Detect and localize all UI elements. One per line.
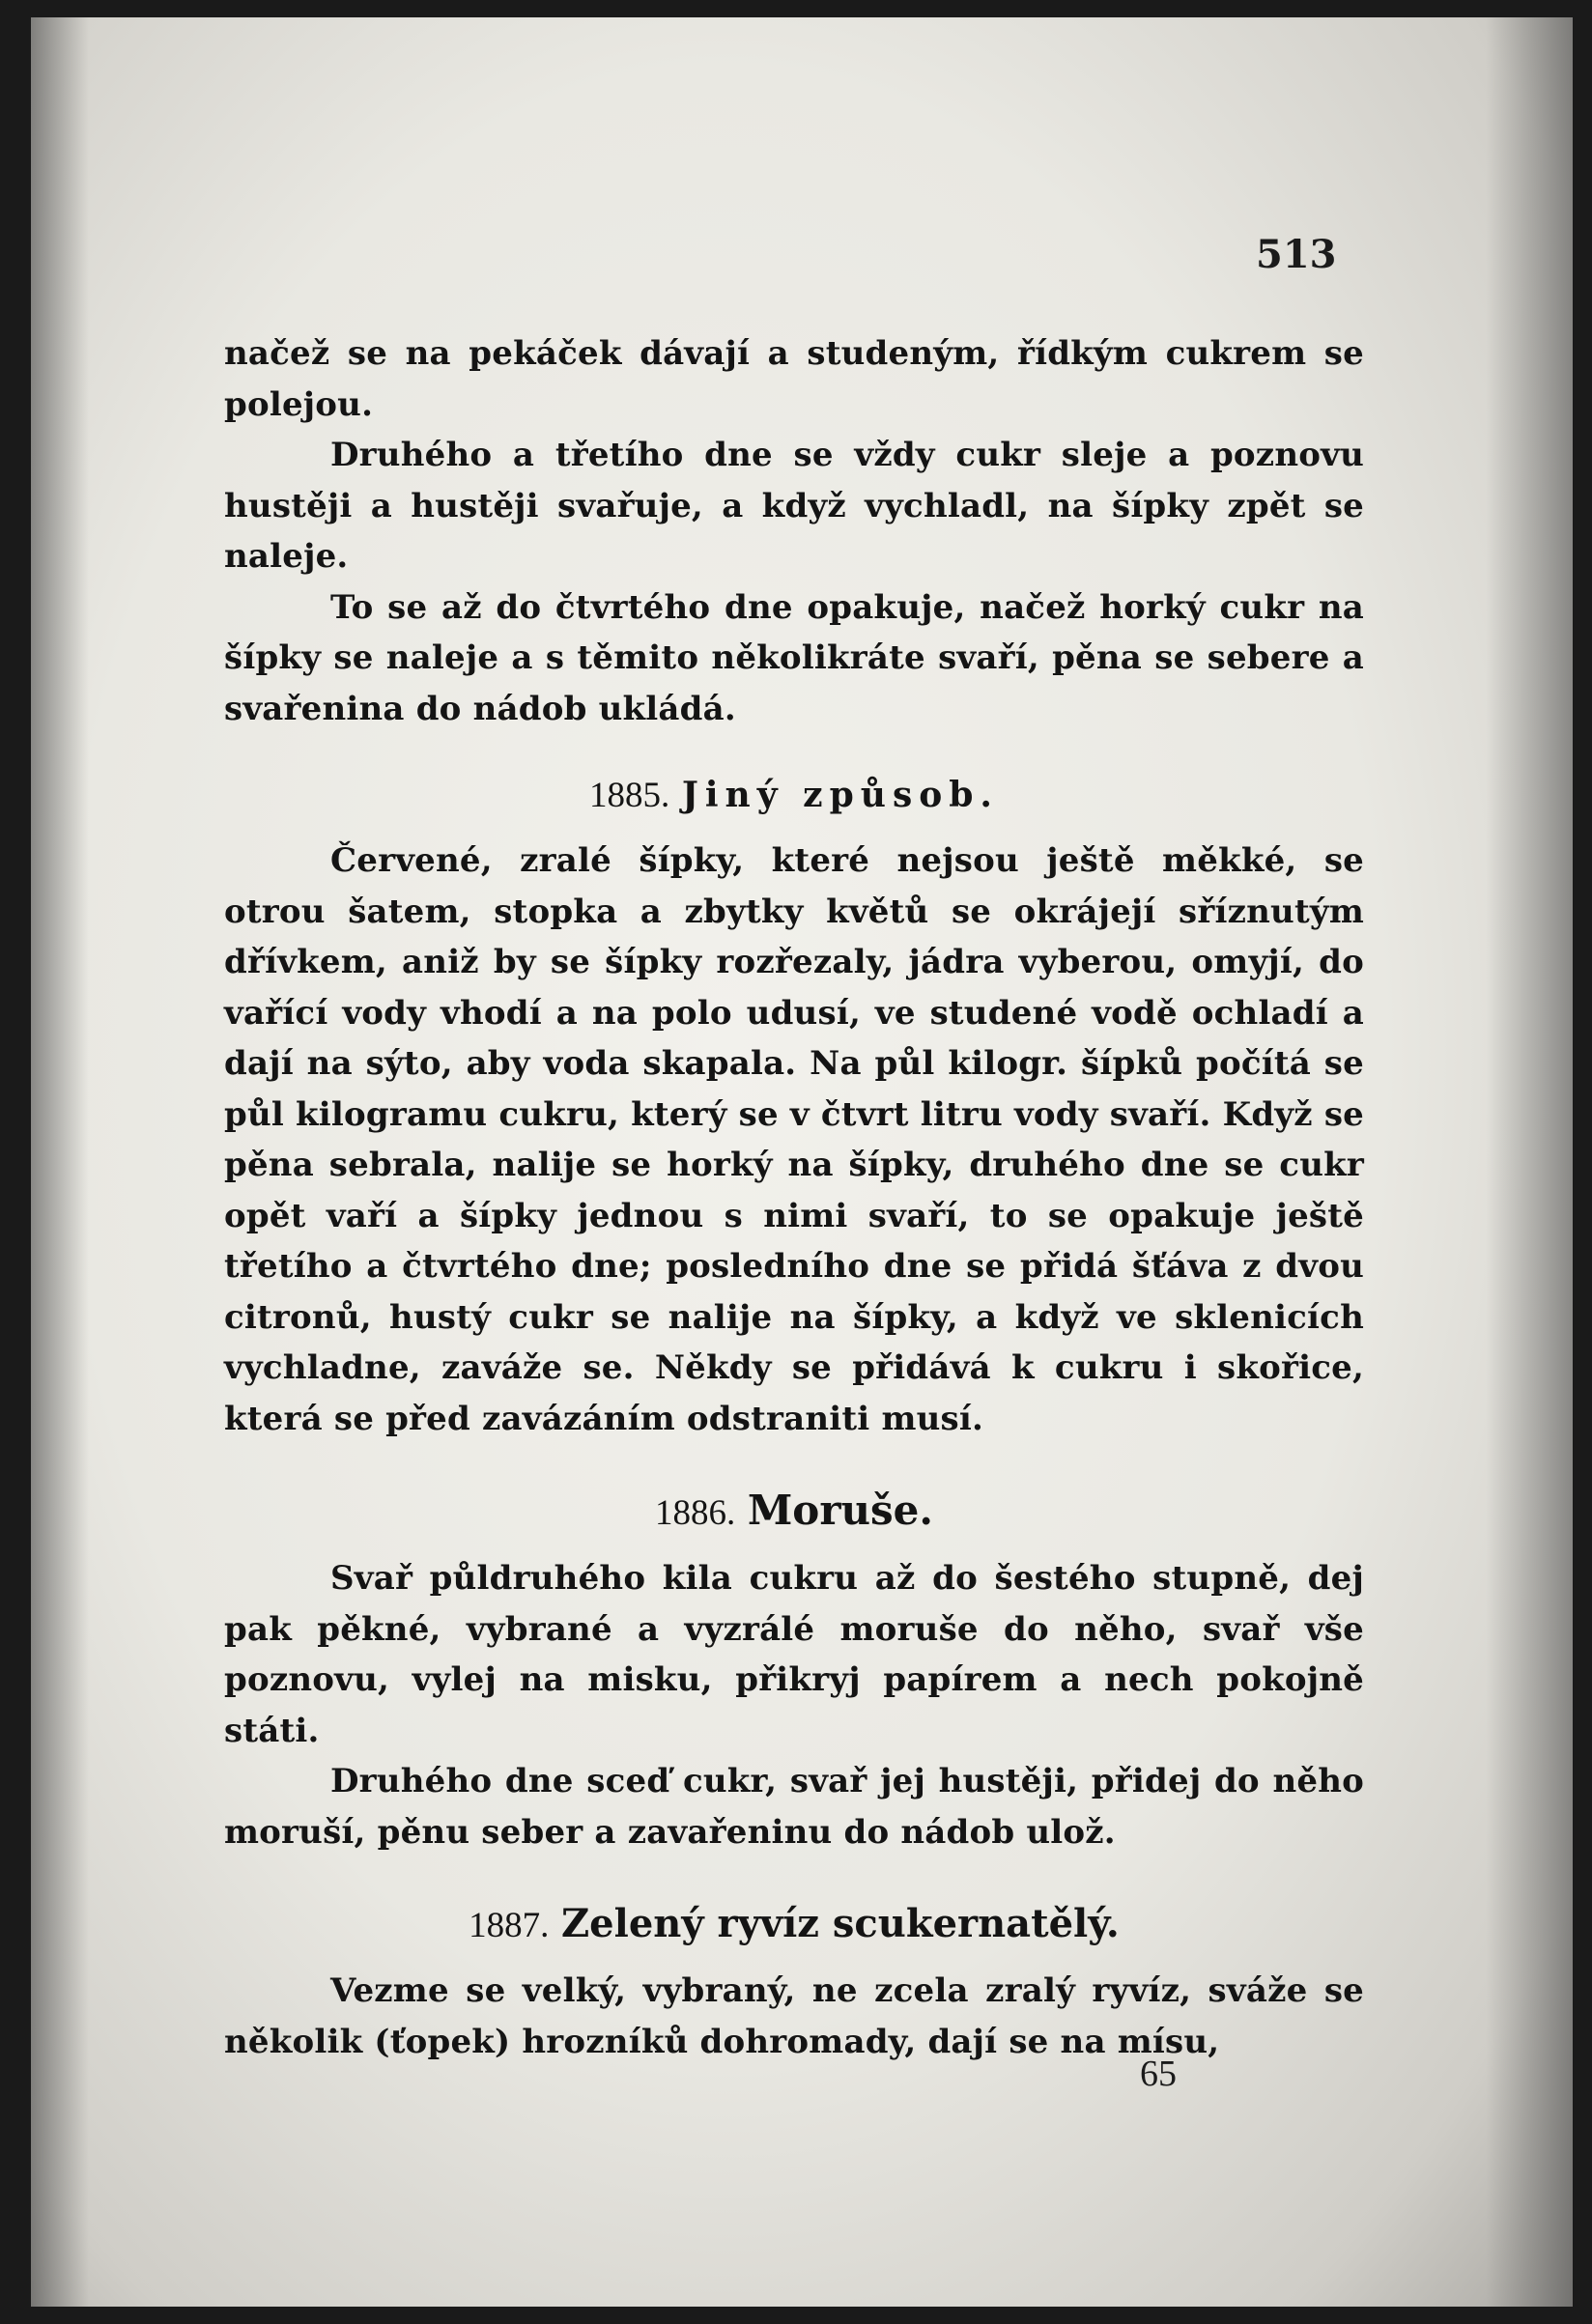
paragraph: To se až do čtvrtého dne opakuje, načež horký cukr na šípky se naleje a s těmito několikráte svaří, pěna se sebere a svařenina do nádob ukládá. — [224, 587, 1364, 728]
recipe-number: 1886. — [655, 1493, 736, 1533]
recipe-number: 1885. — [589, 776, 670, 815]
signature-mark: 65 — [1140, 2054, 1177, 2094]
paragraph: Svař půldruhého kila cukru až do šestého stupně, dej pak pěkné, vybrané a vyzrálé moruše do něho, svař vše poznovu, vylej na misku, přikryj papírem a nech pokojně státi. — [224, 1559, 1364, 1750]
recipe-title: Moruše. — [747, 1487, 933, 1534]
page-number: 513 — [1256, 232, 1337, 277]
paragraph: Vezme se velký, vybraný, ne zcela zralý ryvíz, sváže se několik (ťopek) hrozníků dohromady, dají se na mísu, — [224, 1971, 1364, 2061]
recipe-number: 1887. — [469, 1906, 550, 1945]
recipe-heading-1885 — [224, 771, 1364, 820]
recipe-heading-1886 — [224, 1487, 1364, 1538]
recipe-title: Zelený ryvíz scukernatělý. — [560, 1901, 1120, 1946]
recipe-heading-1887 — [224, 1900, 1364, 1950]
paragraph: Druhého a třetího dne se vždy cukr sleje a poznovu hustěji a hustěji svařuje, a když vychladl, na šípky zpět se naleje. — [224, 436, 1364, 576]
binding-shadow — [31, 17, 89, 2307]
paragraph: načež se na pekáček dávají a studeným, řídkým cukrem se polejou. — [224, 334, 1364, 424]
recipe-title: Jiný způsob. — [681, 775, 999, 815]
page-body — [224, 328, 1364, 2067]
paragraph: Druhého dne sceď cukr, svař jej hustěji, přidej do něho moruší, pěnu seber a zavařeninu do nádob ulož. — [224, 1762, 1364, 1852]
edge-shadow — [1486, 17, 1573, 2307]
paragraph: Červené, zralé šípky, které nejsou ještě měkké, se otrou šatem, stopka a zbytky květů se okrájejí sříznutým dřívkem, aniž by se šípky rozřezaly, jádra vyberou, omyjí, do vařící vody vhodí a na polo udusí, ve studené vodě ochladí a dají na sýto, aby voda skapala. Na půl kilogr. šípků počítá se půl kilogramu cukru, který se v čtvrt litru vody svaří. Když se pěna sebrala, nalije se horký na šípky, druhého dne se cukr opět vaří a šípky jednou s nimi svaří, to se opakuje ještě třetího a čtvrtého dne; posledního dne se přidá šťáva z dvou citronů, hustý cukr se nalije na šípky, a když ve sklenicích vychladne, zaváže se. Někdy se přidává k cukru i skořice, která se před zavázáním odstraniti musí. — [224, 841, 1364, 1438]
